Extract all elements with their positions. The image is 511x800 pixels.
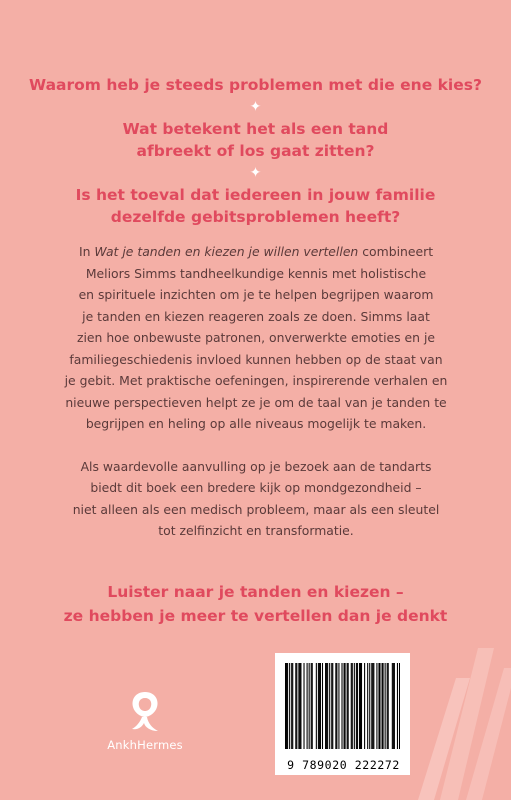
barcode-bar (379, 663, 380, 749)
barcode-bar (329, 663, 330, 749)
barcode-bar (285, 663, 286, 749)
barcode-bar (332, 663, 333, 749)
barcode-bar (372, 663, 373, 749)
barcode-bar (356, 663, 357, 749)
tagline-line-1: Luister naar je tanden en kiezen – (107, 583, 404, 601)
blurb-line: biedt dit boek een bredere kijk op mondgezondheid – (90, 480, 422, 495)
publisher-name: AnkhHermes (107, 738, 183, 752)
tagline-line-2: ze hebben je meer te vertellen dan je denkt (63, 607, 448, 625)
star-separator-icon: ✦ (249, 99, 262, 115)
barcode-bar (311, 663, 312, 749)
blurb-after-title: combineert (358, 244, 434, 259)
barcode-bar (292, 663, 293, 749)
blurb-line: en spirituele inzichten om je te helpen begrijpen waarom (78, 287, 434, 302)
barcode-bar (331, 663, 332, 749)
barcode-bar (295, 663, 296, 749)
barcode-bar (364, 663, 365, 749)
barcode-bar (286, 663, 287, 749)
question-2-line-1: Wat betekent het als een tand (122, 120, 389, 138)
ankh-hermes-logo-icon (128, 690, 162, 734)
barcode-bar (307, 663, 308, 749)
barcode-bar (320, 663, 321, 749)
blurb-line: zien hoe onbewuste patronen, onverwerkte emoties en je (76, 330, 436, 345)
blurb-line: familiegeschiedenis invloed kunnen hebben op de staat van (69, 351, 443, 367)
barcode-bar (296, 663, 297, 749)
question-3 (20, 184, 491, 228)
blurb-prefix: In (78, 244, 95, 259)
barcode-bar (287, 663, 288, 749)
barcode-bar (351, 663, 352, 749)
barcode-bar (326, 663, 327, 749)
blurb-line: niet alleen als een medisch probleem, maar als een sleutel (72, 501, 440, 517)
barcode (275, 653, 410, 775)
barcode-bar (319, 663, 320, 749)
barcode-bar (373, 663, 374, 749)
barcode-bar (361, 663, 362, 749)
barcode-bar (300, 663, 301, 749)
barcode-bar (345, 663, 346, 749)
blurb-line: tot zelfinzicht en transformatie. (158, 523, 354, 538)
blurb-line: Als waardevolle aanvulling op je bezoek aan de tandarts (80, 458, 432, 474)
tagline (20, 580, 491, 628)
question-2 (20, 118, 491, 162)
barcode-bar (378, 663, 379, 749)
barcode-bar (385, 663, 386, 749)
barcode-bar (369, 663, 370, 749)
barcode-bar (388, 663, 389, 749)
barcode-bar (344, 663, 345, 749)
barcode-bar (338, 663, 339, 749)
barcode-bar (352, 663, 353, 749)
barcode-bar (291, 663, 292, 749)
blurb-line: nieuwe perspectieven helpt ze je om de taal van je tanden te (65, 394, 447, 410)
barcode-bar (382, 663, 383, 749)
barcode-bar (348, 663, 349, 749)
barcode-bar (383, 663, 384, 749)
blurb-line (56, 241, 456, 263)
questions-block (20, 74, 491, 228)
barcode-bar (325, 663, 326, 749)
star-separator-icon: ✦ (249, 165, 262, 181)
barcode-bar (367, 663, 368, 749)
barcode-bar (359, 663, 360, 749)
decorative-stripes (418, 648, 511, 800)
barcode-bar (335, 663, 336, 749)
barcode-bar (360, 663, 361, 749)
question-3-line-1: Is het toeval dat iedereen in jouw familie (75, 186, 436, 204)
barcode-bar (347, 663, 348, 749)
barcode-bar (392, 663, 393, 749)
barcode-bar (357, 663, 358, 749)
barcode-bar (289, 663, 290, 749)
book-title-italic: Wat je tanden en kiezen je willen vertellen (94, 244, 359, 259)
blurb-line: je tanden en kiezen reageren zoals ze doen. Simms laat (82, 308, 430, 324)
question-2-line-2: afbreekt of los gaat zitten? (136, 142, 375, 160)
question-1 (20, 74, 491, 96)
barcode-bar (371, 663, 372, 749)
barcode-bar (299, 663, 300, 749)
blurb-text (56, 241, 456, 542)
barcode-bars (285, 663, 400, 751)
isbn-number: 9 789020 222272 (287, 758, 400, 772)
barcode-bar (298, 663, 299, 749)
barcode-bar (387, 663, 388, 749)
barcode-bar (303, 663, 304, 749)
barcode-bar (399, 663, 400, 749)
barcode-bar (394, 663, 395, 749)
barcode-bar (397, 663, 398, 749)
blurb-paragraph-1 (56, 241, 456, 435)
blurb-line: je gebit. Met praktische oefeningen, inspirerende verhalen en (64, 373, 448, 388)
blurb-paragraph-2 (56, 456, 456, 542)
question-3-line-2: dezelfde gebitsproblemen heeft? (110, 208, 401, 226)
barcode-bar (341, 663, 342, 749)
barcode-bar (393, 663, 394, 749)
barcode-bar (309, 663, 310, 749)
barcode-bar (354, 663, 355, 749)
publisher-logo (95, 690, 195, 752)
blurb-line: Meliors Simms tandheelkundige kennis met holistische (85, 265, 427, 281)
question-1-line-1: Waarom heb je steeds problemen met die ene kies? (29, 76, 482, 94)
blurb-line: begrijpen en heling op alle niveaus mogelijk te maken. (85, 416, 427, 431)
barcode-bar (312, 663, 313, 749)
barcode-bar (336, 663, 337, 749)
barcode-bar (376, 663, 377, 749)
barcode-bar (318, 663, 319, 749)
barcode-bar (322, 663, 323, 749)
barcode-bar (316, 663, 317, 749)
barcode-bar (327, 663, 328, 749)
